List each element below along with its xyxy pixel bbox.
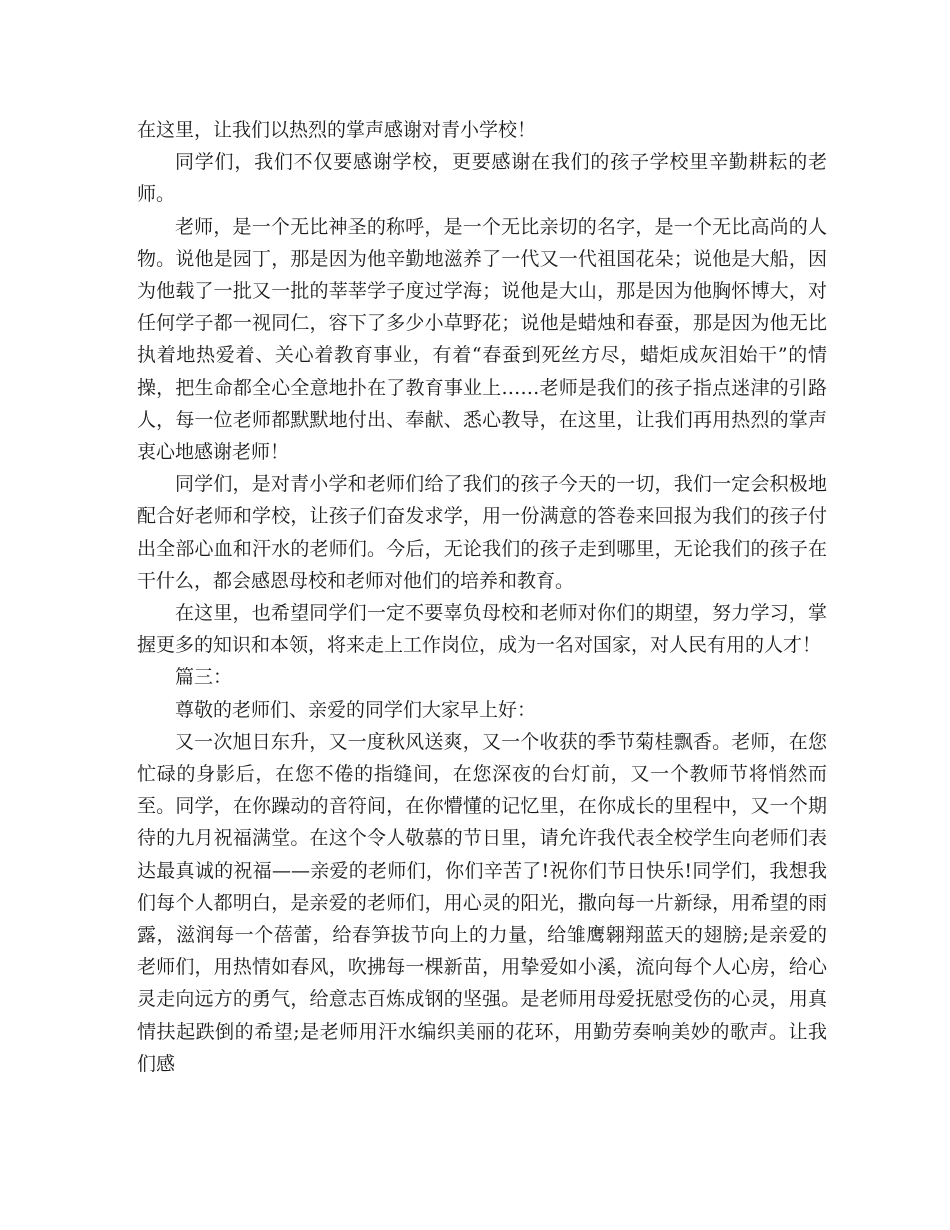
paragraph-thank-teachers: 同学们，我们不仅要感谢学校，更要感谢在我们的孩子学校里辛勤耕耘的老师。 xyxy=(137,151,827,206)
greeting-line: 尊敬的老师们、亲爱的同学们大家早上好： xyxy=(175,698,537,721)
paragraph-thanks-school: 在这里，让我们以热烈的掌声感谢对青小学校！ xyxy=(137,119,537,141)
section-heading: 篇三： xyxy=(175,666,233,689)
paragraph-teacher-praise: 老师，是一个无比神圣的称呼，是一个无比亲切的名字，是一个无比高尚的人物。说他是园丁，那是因为他辛勤地滋养了一代又一代祖国花朵；说他是大船，因为他载了一批又一批的莘莘学子度过学海；说他是大山，那是因为他胸怀博大，对任何学子都一视同仁，容下了多少小草野花；说他是蜡烛和春蚕，那是因为他无比执着地热爱着、关心着教育事业，有着“春蚕到死丝方尽，蜡炬成灰泪始干”的情操，把生命都全心全意地扑在了教育事业上……老师是我们的孩子指点迷津的引路人，每一位老师都默默地付出、奉献、悉心教导，在这里，让我们再用热烈的掌声衷心地感谢老师！ xyxy=(137,215,827,464)
document-body xyxy=(137,114,827,1080)
paragraph-hope: 在这里，也希望同学们一定不要辜负母校和老师对你们的期望，努力学习，掌握更多的知识和本领，将来走上工作岗位，成为一名对国家，对人民有用的人才！ xyxy=(137,602,827,657)
paragraph-gratitude: 同学们，是对青小学和老师们给了我们的孩子今天的一切，我们一定会积极地配合好老师和学校，让孩子们奋发求学，用一份满意的答卷来回报为我们的孩子付出全部心血和汗水的老师们。今后，无论我们的孩子走到哪里，无论我们的孩子在干什么，都会感恩母校和老师对他们的培养和教育。 xyxy=(137,473,827,592)
paragraph-teachers-day: 又一次旭日东升，又一度秋风送爽，又一个收获的季节菊桂飘香。老师，在您忙碌的身影后，在您不倦的指缝间，在您深夜的台灯前，又一个教师节将悄然而至。同学，在你躁动的音符间，在你懵懂的记忆里，在你成长的里程中，又一个期待的九月祝福满堂。在这个令人敬慕的节日里，请允许我代表全校学生向老师们表达最真诚的祝福——亲爱的老师们，你们辛苦了!祝你们节日快乐!同学们，我想我们每个人都明白，是亲爱的老师们，用心灵的阳光，撒向每一片新绿，用希望的雨露，滋润每一个蓓蕾，给春笋拔节向上的力量，给雏鹰翱翔蓝天的翅膀;是亲爱的老师们，用热情如春风，吹拂每一棵新苗，用挚爱如小溪，流向每个人心房，给心灵走向远方的勇气，给意志百炼成钢的坚强。是老师用母爱抚慰受伤的心灵，用真情扶起跌倒的希望;是老师用汗水编织美丽的花环，用勤劳奏响美妙的歌声。让我们感 xyxy=(137,730,827,1075)
